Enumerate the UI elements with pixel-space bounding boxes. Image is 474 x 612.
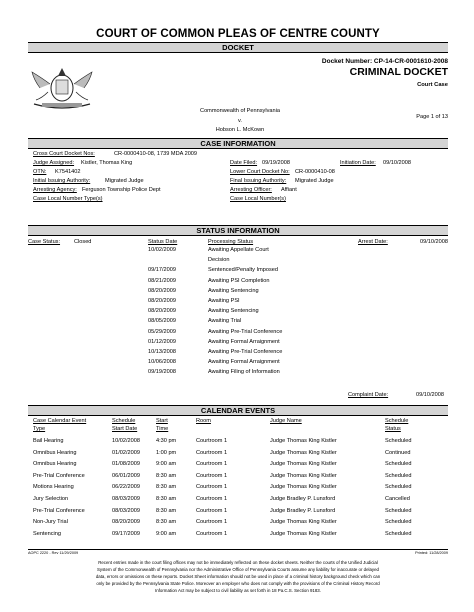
- calendar-row-room: Courtroom 1: [196, 438, 228, 444]
- status-row-status: Awaiting Pre-Trial Conference: [208, 328, 283, 335]
- status-row-date: 10/02/2009: [148, 247, 176, 253]
- col-sched-2: Start Date: [112, 426, 138, 432]
- col-event-2: Type: [33, 426, 46, 432]
- status-row-date: 08/20/2009: [148, 287, 176, 294]
- status-row-status: Decision: [208, 257, 230, 264]
- calendar-row-date: 09/17/2009: [112, 530, 140, 537]
- status-row-status: Sentenced/Penalty Imposed: [208, 267, 278, 274]
- calendar-row-time: 9:00 am: [156, 461, 177, 468]
- calendar-row-time: 8:30 am: [156, 472, 177, 479]
- calendar-row-event: Pre-Trial Conference: [33, 507, 85, 514]
- calendar-row-event: Motions Hearing: [33, 484, 74, 491]
- case-status-label: Case Status:: [28, 239, 61, 245]
- status-date-header: Status Date: [148, 239, 178, 245]
- calendar-row-event: Sentencing: [33, 530, 61, 537]
- calendar-row-judge: Judge Thomas King Kistler: [270, 484, 337, 491]
- caption-line-3: Hobson L. McKown: [215, 127, 265, 133]
- calendar-row-status: Scheduled: [385, 461, 412, 468]
- docket-number: Docket Number: CP-14-CR-0001610-2008: [321, 58, 448, 65]
- status-row-status: Awaiting Pre-Trial Conference: [208, 349, 283, 355]
- col-start-1: Start: [156, 418, 168, 424]
- calendar-row-status: Scheduled: [385, 530, 412, 537]
- calendar-row-room: Courtroom 1: [196, 530, 228, 537]
- disclaimer-line-1: Recent entries made in the court filing offices may not be immediately reflected on these docket sheets. Neither the courts of the Unified Judicial: [98, 560, 378, 565]
- pennsylvania-seal-icon: [28, 58, 96, 114]
- col-status-1: Schedule: [385, 418, 409, 424]
- calendar-row-room: Courtroom 1: [196, 484, 228, 491]
- calendar-row-event: Pre-Trial Conference: [33, 472, 85, 479]
- final-authority-label: Final Issuing Authority:: [230, 178, 287, 184]
- processing-status-header: Processing Status: [208, 239, 254, 245]
- status-row-status: Awaiting Sentencing: [208, 308, 259, 315]
- calendar-row-room: Courtroom 1: [196, 449, 228, 456]
- calendar-row-date: 08/03/2009: [112, 507, 140, 514]
- calendar-rule-bottom: [28, 415, 448, 416]
- calendar-row-judge: Judge Bradley P. Lunsford: [270, 496, 336, 502]
- calendar-row-time: 4:30 pm: [156, 438, 177, 444]
- arrest-date-label: Arrest Date:: [358, 239, 388, 245]
- calendar-row-status: Scheduled: [385, 484, 412, 491]
- disclaimer-line-3: data, errors or omissions on these reports. Docket Sheet information should not be used in place of a criminal history background check which can: [95, 574, 381, 579]
- arresting-agency-value: Ferguson Township Police Dept: [82, 187, 161, 193]
- arrest-date-value: 09/10/2008: [420, 239, 448, 245]
- calendar-row-time: 1:00 pm: [156, 449, 177, 456]
- case-status-value: Closed: [74, 239, 92, 245]
- calendar-row-time: 8:30 am: [156, 496, 177, 502]
- status-row-status: Awaiting Formal Arraignment: [208, 359, 280, 366]
- col-start-2: Time: [156, 426, 169, 432]
- status-heading: STATUS INFORMATION: [28, 226, 448, 235]
- calendar-row-date: 08/20/2009: [112, 519, 140, 526]
- calendar-row-judge: Judge Thomas King Kistler: [270, 530, 337, 537]
- calendar-row-date: 08/03/2009: [112, 496, 140, 502]
- initial-authority-label: Initial Issuing Authority:: [33, 178, 91, 184]
- form-id: AOPC 2220 - Rev 11/29/2009: [28, 551, 79, 555]
- band-rule: [28, 52, 448, 53]
- arresting-agency-label: Arresting Agency:: [33, 187, 77, 193]
- status-row-date: 09/17/2009: [148, 267, 176, 274]
- calendar-row-date: 06/01/2009: [112, 472, 140, 479]
- calendar-row-judge: Judge Bradley P. Lunsford: [270, 507, 336, 514]
- calendar-row-judge: Judge Thomas King Kistler: [270, 472, 337, 479]
- disclaimer-line-2: System of the Commonwealth of Pennsylvania nor the Administrative Office of Pennsylvania Courts assume any liability for inaccurate or delayed: [96, 567, 380, 572]
- initiation-date-value: 09/10/2008: [383, 160, 411, 166]
- cross-court-value: CR-0000410-08, 1739 MDA 2009: [114, 151, 198, 157]
- caption-line-1: Commonwealth of Pennsylvania: [200, 108, 280, 114]
- calendar-row-event: Omnibus Hearing: [33, 461, 77, 468]
- otn-label: OTN:: [33, 169, 47, 175]
- col-room: Room: [196, 418, 211, 424]
- status-row-date: 09/19/2008: [148, 369, 176, 376]
- case-info-rule-bottom: [28, 148, 448, 149]
- status-row-date: 10/06/2008: [148, 359, 176, 366]
- lower-court-label: Lower Court Docket No:: [230, 169, 290, 175]
- calendar-row-judge: Judge Thomas King Kistler: [270, 519, 337, 526]
- calendar-row-date: 01/08/2009: [112, 461, 140, 468]
- calendar-row-event: Jury Selection: [33, 496, 69, 502]
- calendar-row-date: 10/02/2008: [112, 438, 140, 444]
- status-rule-bottom: [28, 235, 448, 236]
- judge-assigned-label: Judge Assigned:: [33, 160, 75, 166]
- calendar-row-date: 06/22/2009: [112, 484, 140, 491]
- calendar-row-time: 8:30 am: [156, 484, 177, 491]
- court-case-label: Court Case: [417, 82, 448, 88]
- status-row-date: 01/12/2009: [148, 338, 176, 345]
- calendar-row-judge: Judge Thomas King Kistler: [270, 438, 337, 444]
- status-row-status: Awaiting Appellate Court: [208, 247, 269, 253]
- docket-type: CRIMINAL DOCKET: [349, 66, 448, 78]
- otn-value: K7541402: [55, 169, 81, 175]
- cross-court-label: Cross Court Docket Nos:: [33, 151, 95, 157]
- status-row-date: 10/13/2008: [148, 349, 176, 355]
- calendar-row-event: Non-Jury Trial: [33, 519, 68, 526]
- status-row-date: 08/20/2009: [148, 308, 176, 315]
- judge-assigned-value: Kistler, Thomas King: [81, 160, 133, 166]
- status-row-status: Awaiting PSI: [208, 298, 240, 304]
- case-local-number-label: Case Local Number(s): [230, 196, 286, 202]
- status-row-status: Awaiting PSI Completion: [208, 277, 270, 284]
- col-sched-1: Schedule: [112, 418, 136, 424]
- calendar-row-room: Courtroom 1: [196, 472, 228, 479]
- calendar-row-status: Scheduled: [385, 519, 412, 526]
- col-judge: Judge Name: [270, 418, 302, 424]
- arresting-officer-value: Affiant: [281, 187, 297, 193]
- court-title: COURT OF COMMON PLEAS OF CENTRE COUNTY: [96, 28, 380, 40]
- date-filed-value: 09/19/2008: [262, 160, 290, 166]
- calendar-row-status: Cancelled: [385, 496, 410, 502]
- case-local-type-label: Case Local Number Type(s): [33, 196, 103, 202]
- status-row-date: 05/29/2009: [148, 328, 176, 335]
- calendar-row-room: Courtroom 1: [196, 461, 228, 468]
- calendar-row-room: Courtroom 1: [196, 507, 228, 514]
- status-row-date: 08/20/2009: [148, 298, 176, 304]
- page-of: Page 1 of 13: [416, 114, 448, 120]
- calendar-row-status: Scheduled: [385, 472, 412, 479]
- calendar-heading: CALENDAR EVENTS: [28, 406, 448, 415]
- lower-court-value: CR-0000410-08: [295, 169, 335, 175]
- calendar-row-room: Courtroom 1: [196, 496, 228, 502]
- disclaimer-line-4: only be provided by the Pennsylvania State Police. Moreover an employer who does not comply with the provisions of the Criminal History Record: [96, 581, 380, 586]
- status-row-status: Awaiting Sentencing: [208, 287, 259, 294]
- col-status-2: Status: [385, 426, 401, 432]
- status-row-status: Awaiting Formal Arraignment: [208, 338, 280, 345]
- case-info-heading: CASE INFORMATION: [28, 139, 448, 148]
- disclaimer-line-5: Information Act may be subject to civil liability as set forth in 18 Pa.C.S. Section 9183.: [155, 588, 321, 593]
- initial-authority-value: Migrated Judge: [105, 178, 144, 184]
- calendar-row-status: Continued: [385, 449, 411, 456]
- arresting-officer-label: Arresting Officer:: [230, 187, 272, 193]
- status-row-status: Awaiting Trial: [208, 318, 242, 325]
- calendar-row-judge: Judge Thomas King Kistler: [270, 461, 337, 468]
- calendar-row-time: 8:30 am: [156, 519, 177, 526]
- initiation-date-label: Initiation Date:: [340, 160, 376, 166]
- complaint-date-label: Complaint Date:: [348, 392, 389, 398]
- calendar-row-status: Scheduled: [385, 507, 412, 514]
- footer-rule: [28, 549, 448, 550]
- complaint-date-value: 09/10/2008: [416, 392, 444, 398]
- docket-band: DOCKET: [28, 43, 448, 52]
- calendar-row-event: Bail Hearing: [33, 438, 64, 444]
- caption-line-2: v.: [238, 118, 242, 124]
- status-row-date: 08/21/2009: [148, 277, 176, 284]
- printed-date: Printed: 11/28/2009: [415, 551, 448, 555]
- calendar-row-judge: Judge Thomas King Kistler: [270, 449, 337, 456]
- final-authority-value: Migrated Judge: [295, 178, 334, 184]
- status-row-date: 08/05/2009: [148, 318, 176, 325]
- calendar-row-room: Courtroom 1: [196, 519, 228, 526]
- calendar-row-time: 8:30 am: [156, 507, 177, 514]
- calendar-row-event: Omnibus Hearing: [33, 449, 77, 456]
- calendar-row-date: 01/02/2009: [112, 449, 140, 456]
- calendar-row-time: 9:00 am: [156, 530, 177, 537]
- calendar-row-status: Scheduled: [385, 438, 412, 444]
- date-filed-label: Date Filed:: [230, 160, 258, 166]
- status-row-status: Awaiting Filing of Information: [208, 369, 280, 376]
- col-event-1: Case Calendar Event: [33, 418, 87, 424]
